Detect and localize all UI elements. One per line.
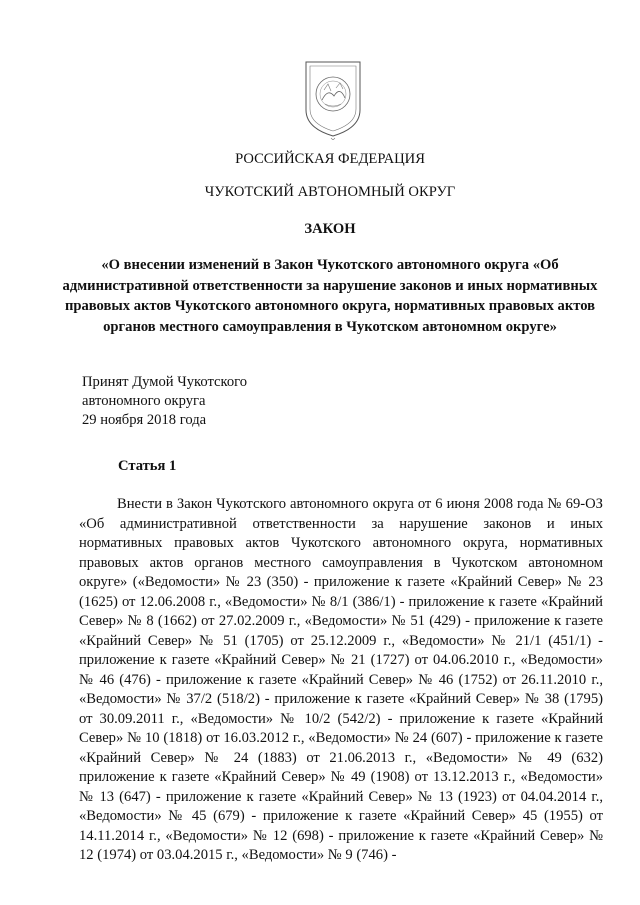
adoption-line-1: Принят Думой Чукотского (82, 374, 248, 390)
law-title: «О внесении изменений в Закон Чукотского автономного округа «Об административной ответственности за нарушение законов и иных нормативных правовых актов Чукотского автономного округа, нормативных правовых актов органов местного самоуправления в Чукотском автономном округе» (62, 257, 598, 335)
coat-of-arms-icon (300, 58, 366, 140)
article-body-text: Внести в Закон Чукотского автономного округа от 6 июня 2008 года № 69-ОЗ «Об административной ответственности за нарушение законов и иных нормативных правовых актов Чукотского автономного округа, нормативных правовых актов органов местного самоуправления в Чукотском автономном округе» («Ведомости» № 23 (350) - приложение к газете «Крайний Север» № 23 (1625) от 12.06.2008 г., «Ведомости» № 8/1 (386/1) - приложение к газете «Крайний Север» № 8 (1662) от 27.02.2009 г., «Ведомости» № 51 (429) - приложение к газете «Крайний Север» № 51 (1705) от 25.12.2009 г., «Ведомости» № 21/1 (451/1) - приложение к газете «Крайний Север» № 21 (1727) от 04.06.2010 г., «Ведомости» № 46 (476) - приложение к газете «Крайний Север» № 46 (1752) от 26.11.2010 г., «Ведомости» № 37/2 (518/2) - приложение к газете «Крайний Север» № 38 (1795) от 30.09.2011 г., «Ведомости» № 10/2 (542/2) - приложение к газете «Крайний Север» № 10 (1818) от 16.03.2012 г., «Ведомости» № 24 (607) - приложение к газете «Крайний Север» № 24 (1883) от 21.06.2013 г., «Ведомости» № 49 (632) приложение к газете «Крайний Север» № 49 (1908) от 13.12.2013 г., «Ведомости» № 13 (647) - приложение к газете «Крайний Север» № 13 (1923) от 04.04.2014 г., «Ведомости» № 45 (679) - приложение к газете «Крайний Север» 45 (1955) от 14.11.2014 г., «Ведомости» № 12 (698) - приложение к газете «Крайний Север» № 12 (1974) от 03.04.2015 г., «Ведомости» № 9 (746) - (79, 496, 603, 863)
adoption-line-2: автономного округа (82, 392, 206, 409)
adoption-date: 29 ноября 2018 года (82, 411, 207, 428)
region-name: ЧУКОТСКИЙ АВТОНОМНЫЙ ОКРУГ (204, 184, 456, 200)
document-type: ЗАКОН (304, 221, 356, 237)
adoption-block (82, 373, 382, 429)
article-heading: Статья 1 (118, 458, 177, 474)
country-name: РОССИЙСКАЯ ФЕДЕРАЦИЯ (235, 151, 425, 167)
